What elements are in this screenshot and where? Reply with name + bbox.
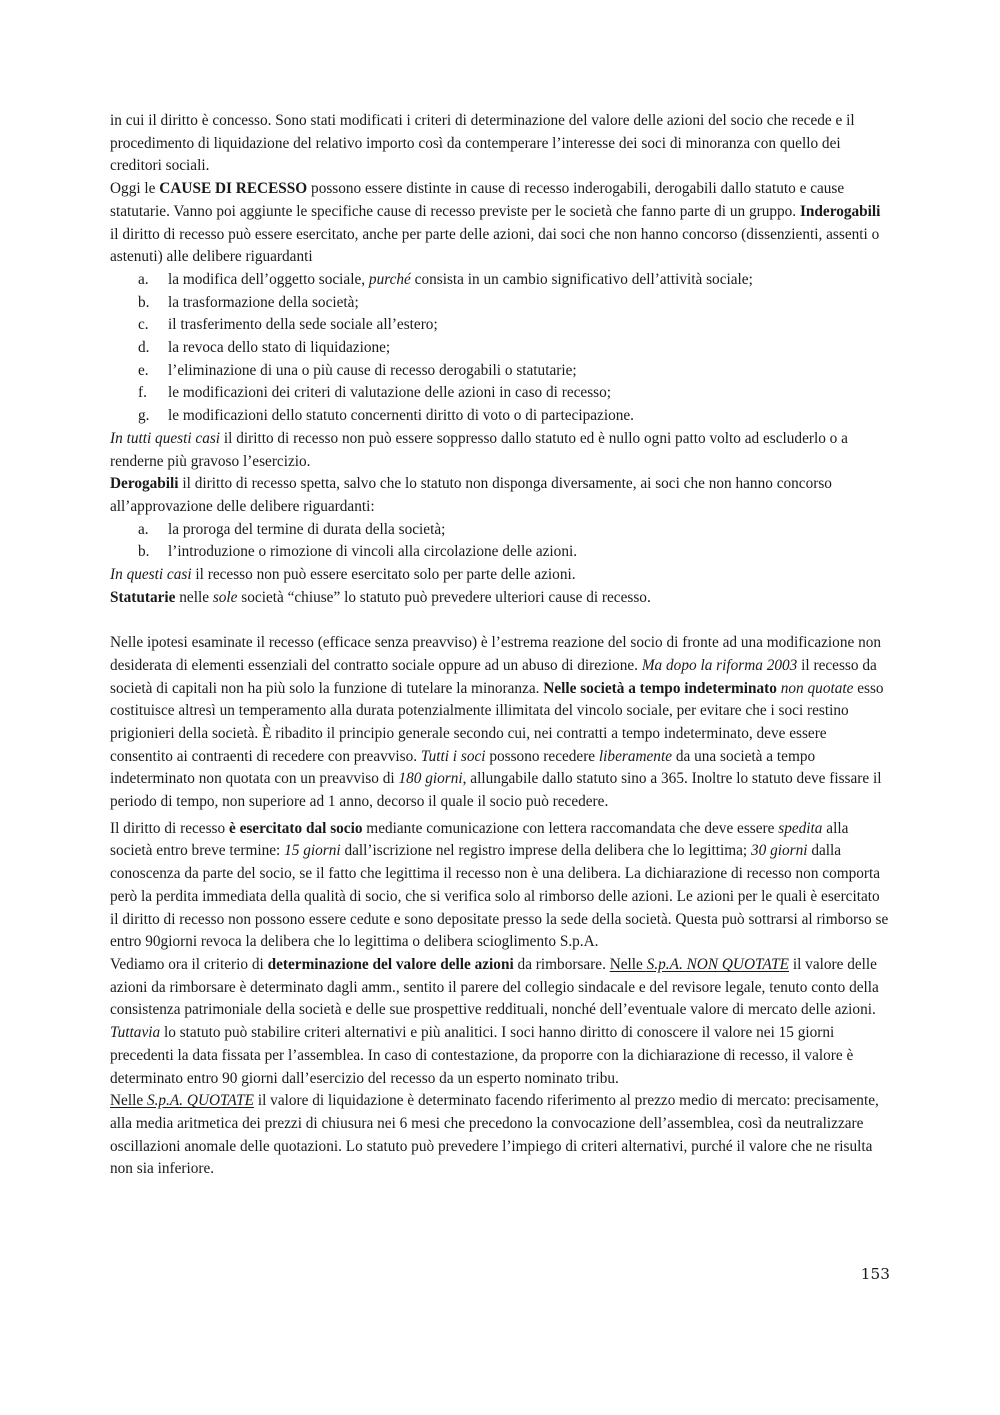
emphasis: sole bbox=[212, 588, 238, 606]
list-marker: a. bbox=[138, 520, 149, 538]
emphasis: S.p.A. NON QUOTATE bbox=[646, 956, 790, 973]
list-marker: f. bbox=[138, 384, 147, 402]
list-marker: d. bbox=[138, 339, 150, 357]
text-span: il diritto di recesso può essere esercitato, anche per parte delle azioni, dai soci che non hanno concorso (dissenzienti, assenti o astenuti) alle delibere riguardanti bbox=[110, 225, 880, 266]
page-body bbox=[110, 110, 890, 1181]
paragraph-in-questi-casi bbox=[110, 564, 890, 587]
emphasis: In questi casi bbox=[110, 566, 192, 584]
emphasis: spedita bbox=[778, 819, 823, 837]
emphasis: Tuttavia bbox=[110, 1024, 161, 1042]
text-span: la revoca dello stato di liquidazione; bbox=[168, 339, 391, 357]
paragraph-derogabili bbox=[110, 473, 890, 518]
list-item bbox=[138, 541, 890, 564]
text-span: la modifica dell’oggetto sociale, bbox=[168, 270, 369, 288]
emphasis: non quotate bbox=[780, 679, 854, 697]
heading-cause-di-recesso: CAUSE DI RECESSO bbox=[159, 180, 308, 198]
list-marker: a. bbox=[138, 270, 149, 288]
text-span: l’eliminazione di una o più cause di recesso derogabili o statutarie; bbox=[168, 361, 577, 379]
text-span: possono recedere bbox=[485, 747, 599, 765]
list-item bbox=[138, 519, 890, 542]
list-item bbox=[138, 337, 890, 360]
text-span: Nelle bbox=[609, 956, 647, 973]
list-item bbox=[138, 314, 890, 337]
emphasis: 30 giorni bbox=[750, 842, 808, 860]
text-span: il recesso da società di capitali non ha più solo la funzione di tutelare la minoranza. bbox=[110, 656, 877, 697]
paragraph-valore-azioni bbox=[110, 954, 890, 1090]
text-span: possono essere distinte in cause di recesso inderogabili, derogabili dallo statuto e cause statutarie. Vanno poi aggiunte le specifiche cause di recesso previste per le società che fanno parte di un gruppo. bbox=[110, 180, 845, 220]
emphasis: Tutti i soci bbox=[420, 747, 486, 765]
text-span: il valore di liquidazione è determinato facendo riferimento al prezzo medio di mercato: precisamente, alla media aritmetica dei prezzi di chiusura nei 6 mesi che precedono la convocazione dell’assemblea, così da neutralizzare oscillazioni anomale delle quotazioni. Lo statuto può prevedere l’impiego di criteri alternativi, purché il valore che ne risulta non sia inferiore. bbox=[110, 1092, 879, 1178]
paragraph-ipotesi-esaminate bbox=[110, 632, 890, 814]
list-item bbox=[138, 405, 890, 428]
emphasis: Ma dopo la riforma 2003 bbox=[641, 656, 798, 674]
underlined-heading-quotate bbox=[110, 1092, 254, 1109]
paragraph-statutarie bbox=[110, 587, 890, 610]
text-span: consista in un cambio significativo dell’attività sociale; bbox=[410, 270, 753, 288]
text-span: l’introduzione o rimozione di vincoli alla circolazione delle azioni. bbox=[168, 543, 578, 561]
text-span: società “chiuse” lo statuto può prevedere ulteriori cause di recesso. bbox=[237, 588, 651, 606]
text-span: nelle bbox=[175, 588, 213, 606]
text-span: Vediamo ora il criterio di bbox=[110, 956, 268, 973]
list-item bbox=[138, 292, 890, 315]
text-span: , allungabile dallo statuto sino a 365. Inoltre lo statuto deve fissare il periodo di tempo, non superiore ad 1 anno, decorso il quale il socio può recedere. bbox=[110, 770, 882, 811]
text-span: lo statuto può stabilire criteri alternativi e più analitici. I soci hanno diritto di conoscere il valore nei 15 giorni precedenti la data fissata per l’assemblea. In caso di contestazione, da proporre con la dichiarazione di recesso, il valore è determinato entro 90 giorni dall’esercizio del recesso da un esperto nominato tribu. bbox=[110, 1024, 854, 1087]
text-span: Nelle bbox=[110, 1092, 147, 1110]
paragraph-esercizio-recesso bbox=[110, 818, 890, 954]
text-span: il diritto di recesso non può essere soppresso dallo statuto ed è nullo ogni patto volto ad escluderlo o a renderne più gravoso l’esercizio. bbox=[110, 429, 848, 470]
list-item bbox=[138, 360, 890, 383]
text-span: dalla conoscenza da parte del socio, se il fatto che legittima il recesso non è una delibera. La dichiarazione di recesso non comporta però la perdita immediata della qualità di socio, che si verifica solo al rimborso delle azioni. Le azioni per le quali è esercitato il diritto di recesso non possono essere cedute e sono depositate presso la sede della società. Questa può sottrarsi al rimborso se entro 90giorni revoca la delibera che lo legittima o delibera scioglimento S.p.A. bbox=[110, 842, 889, 951]
paragraph-intro bbox=[110, 110, 890, 178]
text-span: dall’iscrizione nel registro imprese della delibera che lo legittima; bbox=[340, 842, 751, 860]
text-span: il valore delle azioni da rimborsare è determinato dagli amm., sentito il parere del collegio sindacale e del revisore legale, tenuto conto della consistenza patrimoniale della società e delle sue prospettive reddituali, nonché dell’eventuale valore di mercato delle azioni. bbox=[110, 956, 879, 1019]
emphasis: In tutti questi casi bbox=[110, 429, 221, 447]
text-span: le modificazioni dello statuto concernenti diritto di voto o di partecipazione. bbox=[168, 407, 634, 425]
text-span: la proroga del termine di durata della società; bbox=[168, 520, 446, 538]
list-item bbox=[138, 269, 890, 292]
text-span: mediante comunicazione con lettera raccomandata che deve essere bbox=[362, 819, 779, 837]
emphasis: purché bbox=[368, 270, 411, 288]
text-span: esso costituisce altresì un temperamento alla durata potenzialmente illimitata del vincolo sociale, per evitare che i soci restino prigionieri della società. È ribadito il principio generale secondo cui, nei contratti a tempo indeterminato, deve essere consentito ai contraenti di recedere con preavviso. bbox=[110, 679, 884, 765]
text-span: le modificazioni dei criteri di valutazione delle azioni in caso di recesso; bbox=[168, 384, 612, 402]
text-span: Oggi le bbox=[110, 180, 160, 198]
list-item bbox=[138, 382, 890, 405]
underlined-heading-non-quotate bbox=[610, 956, 789, 973]
text-span: in cui il diritto è concesso. Sono stati modificati i criteri di determinazione del valore delle azioni del socio che recede e il procedimento di liquidazione del relativo importo così da contemperare l’interesse dei soci di minoranza con quello dei creditori sociali. bbox=[110, 112, 855, 175]
text-span: la trasformazione della società; bbox=[168, 293, 359, 311]
emphasis: 15 giorni bbox=[284, 842, 341, 860]
text-span: il diritto di recesso spetta, salvo che lo statuto non disponga diversamente, ai soci che non hanno concorso all’approvazione delle delibere riguardanti: bbox=[110, 475, 832, 515]
list-marker: c. bbox=[138, 316, 149, 334]
bold-phrase: determinazione del valore delle azioni bbox=[267, 956, 514, 973]
blank-line bbox=[110, 609, 890, 632]
text-span: Nelle ipotesi esaminate il recesso (efficace senza preavviso) è l’estrema reazione del socio di fronte ad una modificazione non desiderata di elementi essenziali del contratto sociale oppure ad un abuso di direzione. bbox=[110, 634, 882, 674]
heading-derogabili: Derogabili bbox=[110, 475, 179, 493]
list-marker: b. bbox=[138, 543, 150, 561]
emphasis: 180 giorni bbox=[398, 770, 463, 788]
text-span: alla società entro breve termine: bbox=[110, 819, 849, 860]
paragraph-quotate bbox=[110, 1090, 890, 1181]
list-inderogabili bbox=[110, 269, 890, 428]
text-span: da una società a tempo indeterminato non quotata con un preavviso di bbox=[110, 747, 816, 788]
list-marker: b. bbox=[138, 293, 150, 311]
heading-statutarie: Statutarie bbox=[110, 588, 176, 606]
page-number: 153 bbox=[860, 1265, 890, 1283]
list-marker: g. bbox=[138, 407, 150, 425]
text-span: il trasferimento della sede sociale all’estero; bbox=[168, 316, 438, 334]
text-span: il recesso non può essere esercitato solo per parte delle azioni. bbox=[191, 566, 576, 584]
paragraph-tutti-questi-casi bbox=[110, 428, 890, 473]
text-span: Il diritto di recesso bbox=[110, 819, 229, 837]
list-marker: e. bbox=[138, 361, 149, 379]
emphasis: liberamente bbox=[598, 747, 672, 765]
paragraph-cause-di-recesso bbox=[110, 178, 890, 269]
list-derogabili bbox=[110, 519, 890, 564]
bold-phrase: è esercitato dal socio bbox=[228, 819, 363, 837]
heading-tempo-indeterminato: Nelle società a tempo indeterminato bbox=[543, 679, 777, 697]
text-span: da rimborsare. bbox=[513, 956, 610, 973]
heading-inderogabili: Inderogabili bbox=[799, 202, 881, 220]
emphasis: S.p.A. QUOTATE bbox=[146, 1092, 255, 1110]
